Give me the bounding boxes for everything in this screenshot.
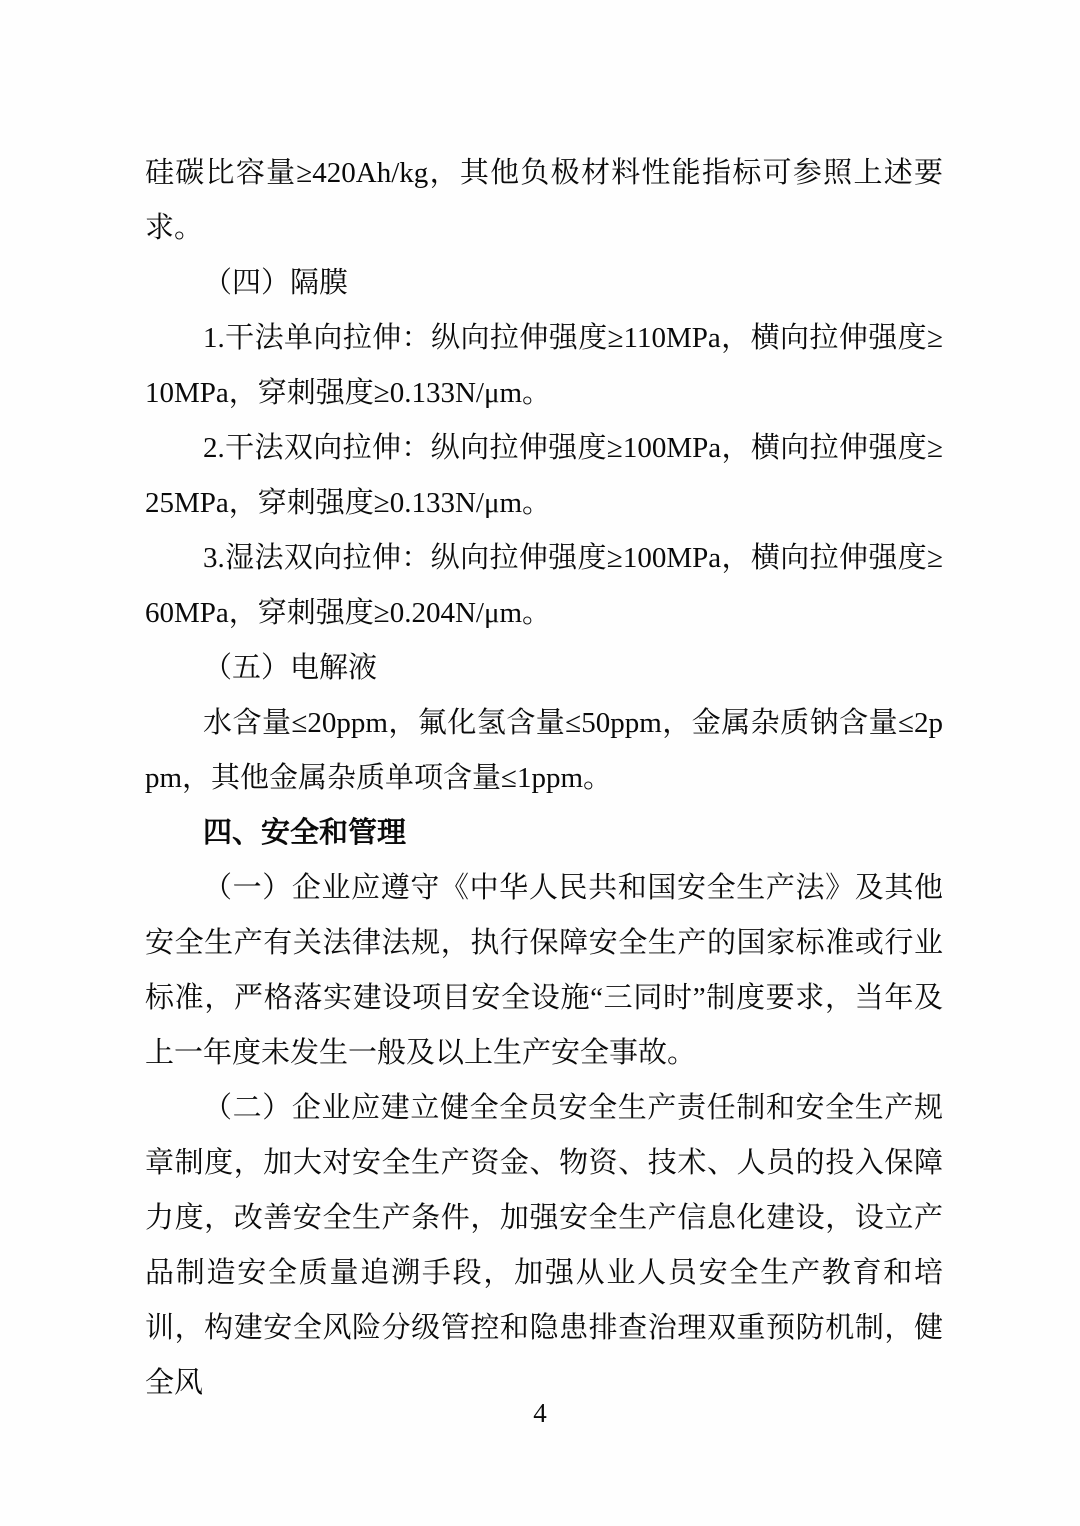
page-number: 4 [533,1398,547,1428]
paragraph-electrolyte-requirements: 水含量≤20ppm，氟化氢含量≤50ppm，金属杂质钠含量≤2ppm，其他金属杂质单项含量≤1ppm。 [145,707,943,794]
document-content [145,146,943,1411]
paragraph-section-4-separator-title: （四）隔膜 [203,267,349,299]
paragraph-separator-item-3: 3.湿法双向拉伸：纵向拉伸强度≥100MPa，横向拉伸强度≥60MPa，穿刺强度≥0.204N/μm。 [145,542,943,629]
paragraph-chapter-4-safety-management-heading: 四、安全和管理 [203,817,407,849]
paragraph-section-5-electrolyte-title: （五）电解液 [203,652,378,684]
paragraph-continued-anode-requirements: 硅碳比容量≥420Ah/kg，其他负极材料性能指标可参照上述要求。 [145,157,943,244]
paragraph-safety-item-2: （二）企业应建立健全全员安全生产责任制和安全生产规章制度，加大对安全生产资金、物资、技术、人员的投入保障力度，改善安全生产条件，加强安全生产信息化建设，设立产品制造安全质量追溯手段，加强从业人员安全生产教育和培训，构建安全风险分级管控和隐患排查治理双重预防机制，健全风 [145,1092,943,1399]
paragraph-safety-item-1: （一）企业应遵守《中华人民共和国安全生产法》及其他安全生产有关法律法规，执行保障安全生产的国家标准或行业标准，严格落实建设项目安全设施“三同时”制度要求，当年及上一年度未发生一般及以上生产安全事故。 [145,872,943,1069]
paragraph-separator-item-2: 2.干法双向拉伸：纵向拉伸强度≥100MPa，横向拉伸强度≥25MPa，穿刺强度≥0.133N/μm。 [145,432,943,519]
paragraph-separator-item-1: 1.干法单向拉伸：纵向拉伸强度≥110MPa，横向拉伸强度≥10MPa，穿刺强度≥0.133N/μm。 [145,322,943,409]
